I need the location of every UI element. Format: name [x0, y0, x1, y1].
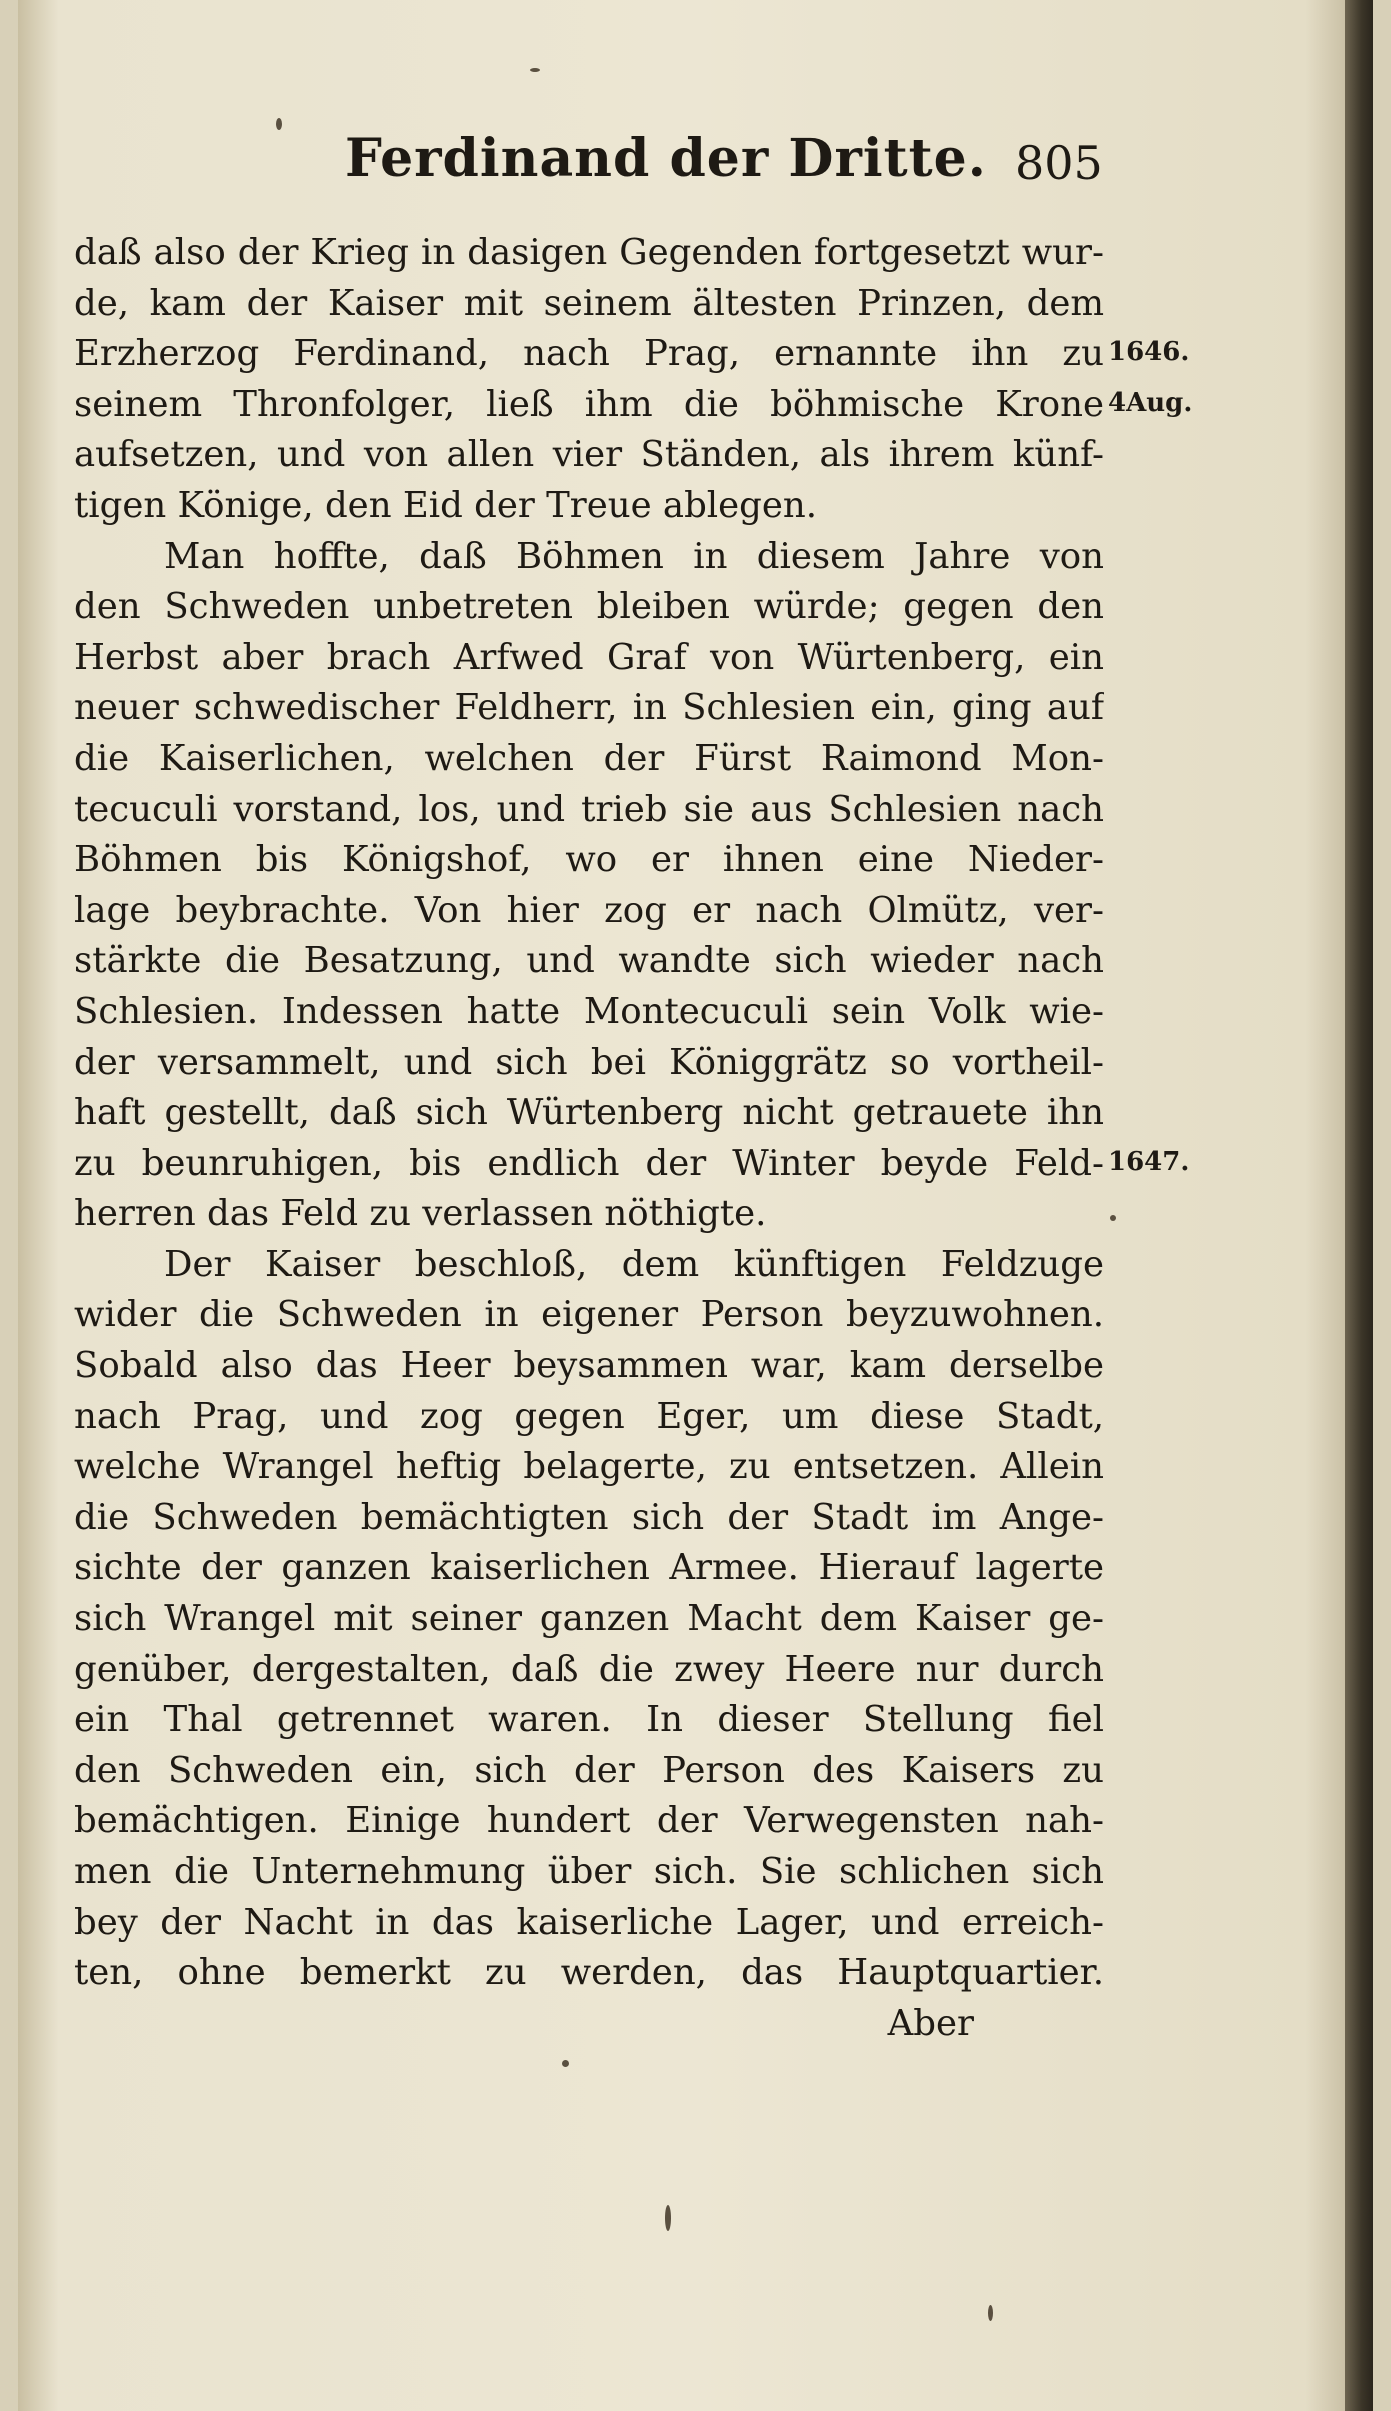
text-line: Böhmen bis Königshof, wo er ihnen eine Nieder-	[74, 839, 1104, 881]
text-line: aufsetzen, und von allen vier Ständen, als ihrem künf-	[74, 434, 1104, 476]
margin-note: 1647.	[1108, 1146, 1190, 1177]
margin-note: 4Aug.	[1108, 387, 1193, 418]
text-line: Der Kaiser beschloß, dem künftigen Feldzuge	[164, 1243, 1104, 1285]
text-line: stärkte die Besatzung, und wandte sich wieder nach	[74, 940, 1104, 982]
text-line: den Schweden unbetreten bleiben würde; gegen den	[74, 586, 1104, 628]
text-line: men die Unternehmung über sich. Sie schlichen sich	[74, 1851, 1104, 1892]
text-line: genüber, dergestalten, daß die zwey Heere nur durch	[74, 1648, 1104, 1690]
ink-speck	[276, 118, 282, 130]
text-line: den Schweden ein, sich der Person des Kaisers zu	[74, 1749, 1104, 1791]
text-line: herren das Feld zu verlassen nöthigte.	[74, 1193, 767, 1235]
text-line: wider die Schweden in eigener Person beyzuwohnen.	[74, 1294, 1104, 1336]
ink-speck	[1110, 1215, 1116, 1221]
text-line: Man hoffte, daß Böhmen in diesem Jahre von	[164, 535, 1104, 577]
text-line: seinem Thronfolger, ließ ihm die böhmische Krone	[74, 383, 1104, 425]
page-header	[0, 128, 1391, 198]
text-line: sichte der ganzen kaiserlichen Armee. Hierauf lagerte	[74, 1547, 1104, 1589]
text-line: haft gestellt, daß sich Würtenberg nicht getrauete ihn	[74, 1092, 1104, 1134]
ink-speck	[530, 68, 540, 72]
text-line: die Kaiserlichen, welchen der Fürst Raimond Mon-	[74, 737, 1104, 779]
text-line: ein Thal getrennet waren. In dieser Stellung fiel	[74, 1699, 1104, 1741]
text-line: neuer schwedischer Feldherr, in Schlesien ein, ging auf	[74, 687, 1104, 729]
text-line: tigen Könige, den Eid der Treue ablegen.	[74, 484, 818, 526]
body-text	[74, 228, 1104, 2049]
ink-speck	[562, 2060, 569, 2067]
catchword: Aber	[887, 2002, 974, 2044]
text-line: nach Prag, und zog gegen Eger, um diese Stadt,	[74, 1395, 1104, 1437]
running-title: Ferdinand der Dritte.	[345, 128, 987, 189]
ink-speck	[665, 2205, 671, 2231]
text-line: ten, ohne bemerkt zu werden, das Hauptquartier.	[74, 1952, 1104, 1994]
text-line: tecuculi vorstand, los, und trieb sie aus Schlesien nach	[74, 788, 1104, 830]
text-line: daß also der Krieg in dasigen Gegenden fortgesetzt wur-	[74, 232, 1104, 273]
text-line: bemächtigen. Einige hundert der Verwegensten nah-	[74, 1800, 1104, 1842]
text-line: Erzherzog Ferdinand, nach Prag, ernannte ihn zu	[74, 333, 1104, 375]
ink-speck	[988, 2305, 993, 2321]
text-line: de, kam der Kaiser mit seinem ältesten Prinzen, dem	[74, 282, 1104, 324]
text-line: sich Wrangel mit seiner ganzen Macht dem Kaiser ge-	[74, 1598, 1104, 1640]
text-line: lage beybrachte. Von hier zog er nach Olmütz, ver-	[74, 889, 1104, 931]
margin-note: 1646.	[1108, 337, 1190, 368]
text-line: welche Wrangel heftig belagerte, zu entsetzen. Allein	[74, 1446, 1104, 1488]
text-line: der versammelt, und sich bei Königgrätz so vortheil-	[74, 1041, 1104, 1083]
text-line: Sobald also das Heer beysammen war, kam derselbe	[74, 1345, 1104, 1387]
text-line: Herbst aber brach Arfwed Graf von Würtenberg, ein	[74, 636, 1104, 678]
text-line: Schlesien. Indessen hatte Montecuculi sein Volk wie-	[74, 990, 1104, 1032]
text-line: bey der Nacht in das kaiserliche Lager, und erreich-	[74, 1901, 1104, 1943]
text-line: die Schweden bemächtigten sich der Stadt im Ange-	[74, 1496, 1104, 1538]
page-edge-shadow	[1345, 0, 1373, 2411]
page-number: 805	[1015, 136, 1103, 190]
text-line: zu beunruhigen, bis endlich der Winter beyde Feld-	[74, 1142, 1104, 1184]
